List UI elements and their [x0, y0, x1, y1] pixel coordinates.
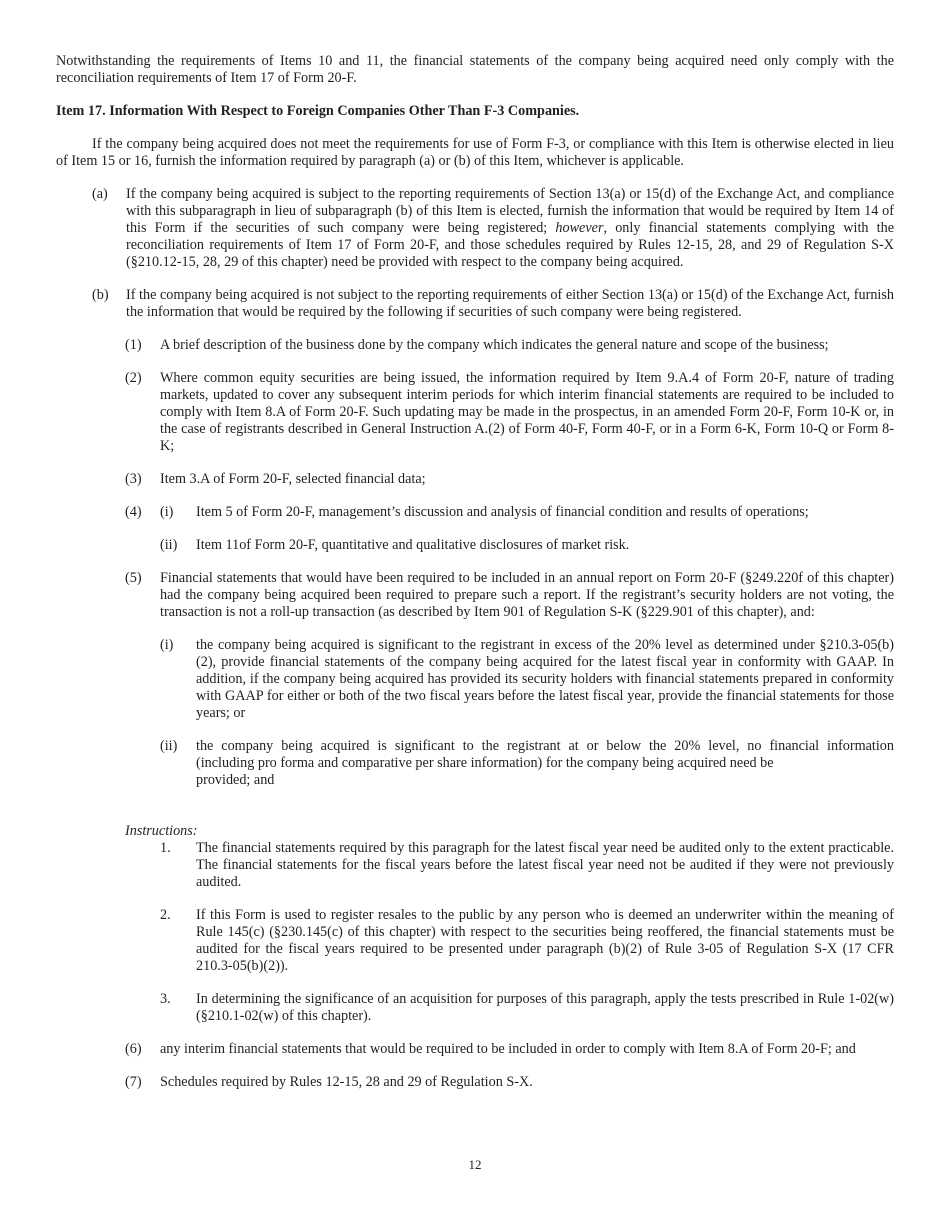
paragraph-b-label: (b): [92, 287, 109, 303]
paragraph-b2: [56, 370, 894, 455]
paragraph-b1-label: (1): [125, 337, 142, 353]
paragraph-b: [56, 287, 894, 321]
paragraph-b7-label: (7): [125, 1074, 142, 1090]
lead-paragraph: If the company being acquired does not meet the requirements for use of Form F-3, or compliance with this Item is otherwise elected in lieu of Item 15 or 16, furnish the information required by paragraph (a) or (b) of this Item, whichever is applicable.: [56, 136, 894, 169]
paragraph-b3-label: (3): [125, 471, 142, 487]
section-heading: Item 17. Information With Respect to Foreign Companies Other Than F-3 Companies.: [56, 103, 580, 119]
paragraph-b-text: If the company being acquired is not subject to the reporting requirements of either Section 13(a) or 15(d) of the Exchange Act, furnish the information that would be required by the following if securities of such company were being registered.: [126, 287, 894, 320]
paragraph-b1: [56, 337, 894, 354]
paragraph-b2-label: (2): [125, 370, 142, 386]
instruction-1-label: 1.: [160, 840, 171, 856]
paragraph-b4-label: (4): [125, 504, 142, 520]
page-number: 12: [468, 1157, 482, 1172]
paragraph-a-text: [126, 186, 894, 271]
instruction-1-text: The financial statements required by this paragraph for the latest fiscal year need be audited only to the extent practicable. The financial statements for the fiscal years before the latest fiscal year need not be audited if they were not previously audited.: [196, 840, 894, 890]
paragraph-b5-ii-text: [196, 738, 894, 789]
instruction-2-text: If this Form is used to register resales to the public by any person who is deemed an underwriter within the meaning of Rule 145(c) (§230.145(c) of this chapter) with respect to the securities being reoffered, the financial statements must be audited for the fiscal years required to be presented under paragraph (b)(2) of Rule 3-05 of Regulation S-X (17 CFR 210.3-05(b)(2)).: [196, 907, 894, 974]
paragraph-b4-ii-text: Item 11of Form 20-F, quantitative and qualitative disclosures of market risk.: [196, 537, 630, 553]
instruction-item-1: [56, 840, 894, 891]
paragraph-b6-label: (6): [125, 1041, 142, 1057]
paragraph-b5-ii-line1: the company being acquired is significant to the registrant at or below the 20% level, no financial information: [196, 738, 894, 754]
intro-paragraph: Notwithstanding the requirements of Items 10 and 11, the financial statements of the company being acquired need only comply with the reconciliation requirements of Item 17 of Form 20-F.: [56, 53, 894, 86]
paragraph-b4-ii: [56, 537, 894, 554]
document-page: [56, 53, 894, 1107]
instruction-item-3: [56, 991, 894, 1025]
paragraph-b5-ii: [56, 738, 894, 789]
paragraph-b7: [56, 1074, 894, 1091]
paragraph-b5-label: (5): [125, 570, 142, 586]
paragraph-b5-text: Financial statements that would have been required to be included in an annual report on Form 20-F (§249.220f of this chapter) had the company being acquired been required to prepare such a report. If the registrant’s security holders are not voting, the transaction is not a roll-up transaction (as described by Item 901 of Regulation S-K (§229.901 of this chapter), and:: [160, 570, 894, 620]
instruction-2-label: 2.: [160, 907, 171, 923]
paragraph-b6: [56, 1041, 894, 1058]
paragraph-a-text-part2: , only financial statements complying with the reconciliation requirements of Item 17 of Form 20-F, and those schedules required by Rules 12-15, 28, and 29 of Regulation S-X (§210.12-15, 28, 29 of this chapter) need be provided with respect to the company being acquired.: [126, 220, 894, 270]
paragraph-a: [56, 186, 894, 271]
paragraph-b5-i-text: the company being acquired is significant to the registrant in excess of the 20% level as determined under §210.3-05(b)(2), provide financial statements of the company being acquired for the latest fiscal year in conformity with GAAP. In addition, if the company being acquired has provided its security holders with financial statements prepared in conformity with GAAP for either or both of the two fiscal years before the latest fiscal year, provide the financial statements for those years; or: [196, 637, 894, 721]
paragraph-b4-i-text: Item 5 of Form 20-F, management’s discussion and analysis of financial condition and results of operations;: [196, 504, 809, 520]
paragraph-b3: [56, 471, 894, 488]
paragraph-a-text-italic: however: [555, 220, 604, 236]
paragraph-b7-text: Schedules required by Rules 12-15, 28 and 29 of Regulation S-X.: [160, 1074, 533, 1090]
paragraph-b5-ii-line2: (including pro forma and comparative per share information) for the company being acquired need be: [196, 755, 774, 771]
paragraph-b6-text: any interim financial statements that would be required to be included in order to comply with Item 8.A of Form 20-F; and: [160, 1041, 856, 1057]
paragraph-a-text-part1: If the company being acquired is subject to the reporting requirements of Section 13(a) or 15(d) of the Exchange Act, and compliance with this subparagraph in lieu of subparagraph (b) of this Item is elected, furnish the information that would be required by Item 14 of this Form if the securities of such company were being registered;: [126, 186, 894, 236]
paragraph-b5-i: [56, 637, 894, 722]
instruction-item-2: [56, 907, 894, 975]
paragraph-b2-text: Where common equity securities are being issued, the information required by Item 9.A.4 of Form 20-F, nature of trading markets, updated to cover any subsequent interim periods for which interim financial statements are required to be included to comply with Item 8.A of Form 20-F. Such updating may be made in the prospectus, in an amended Form 20-F, Form 10-K or, in the case of registrants described in General Instruction A.(2) of Form 40-F, Form 40-F, or in a Form 6-K, Form 10-Q or Form 8-K;: [160, 370, 894, 454]
paragraph-a-label: (a): [92, 186, 108, 202]
paragraph-b4-i: [56, 504, 894, 521]
paragraph-b4-ii-label: (ii): [160, 537, 178, 553]
instruction-3-text: In determining the significance of an acquisition for purposes of this paragraph, apply the tests prescribed in Rule 1-02(w) (§210.1-02(w) of this chapter).: [196, 991, 894, 1024]
instruction-3-label: 3.: [160, 991, 171, 1007]
paragraph-b5: [56, 570, 894, 621]
paragraph-b5-i-label: (i): [160, 637, 174, 653]
paragraph-b3-text: Item 3.A of Form 20-F, selected financial data;: [160, 471, 426, 487]
paragraph-b4-i-label: (i): [160, 504, 174, 520]
paragraph-b5-ii-label: (ii): [160, 738, 178, 754]
instructions-heading: Instructions:: [125, 823, 198, 839]
paragraph-b1-text: A brief description of the business done by the company which indicates the general nature and scope of the business;: [160, 337, 829, 353]
paragraph-b5-ii-line3: provided; and: [196, 772, 275, 788]
